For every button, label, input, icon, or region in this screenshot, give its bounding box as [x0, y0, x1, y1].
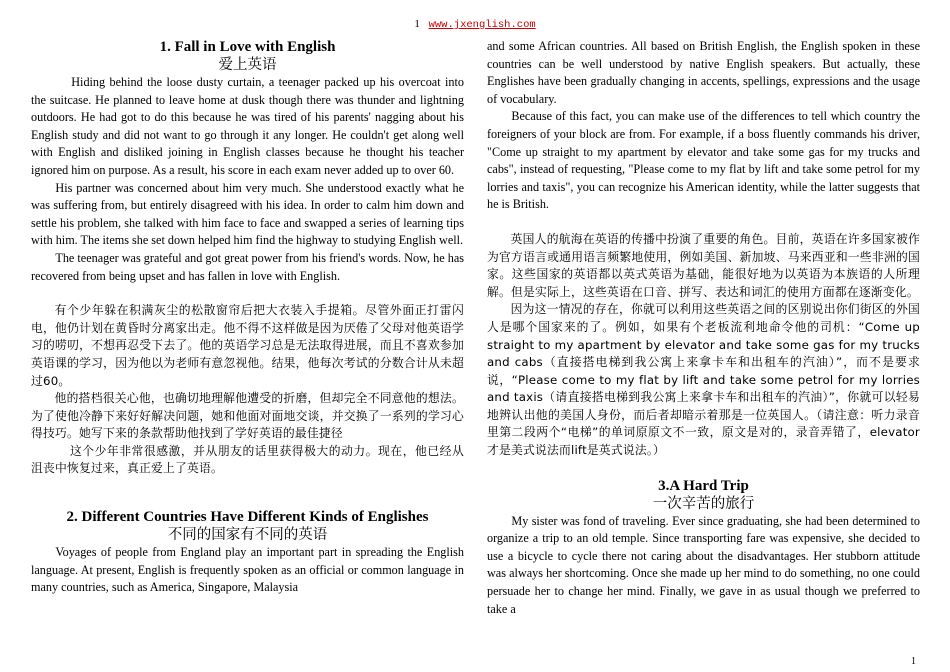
article2-title-cn: 不同的国家有不同的英语: [167, 527, 328, 544]
article1-cn-paragraph-3: 这个少年非常很感激，并从朋友的话里获得极大的动力。现在，他已经从沮丧中恢复过来，真正爱上了英语。: [31, 443, 464, 476]
page-header: [0, 18, 950, 31]
article1-paragraph-1: Hiding behind the loose dusty curtain, a teenager packed up his overcoat into the suitcase. He planned to leave home at dusk though there was thunder and lightning outdoors. He had got to do this because he was tired of his parents' nagging about his English study and did not want to go through it any longer. He couldn't get along well with English and disliked joining in English classes because he thought his teacher ignored him on purpose. As a result, his score in each exam never added up to over 60.: [31, 75, 464, 177]
article1-paragraph-2: His partner was concerned about him very much. She understood exactly what he was suffering from, but entirely disagreed with his idea. In order to calm him down and settle his problem, she talked with him face to face and swapped a series of learning tips with him. The items she set down helped him find the highway to studying English well.: [31, 180, 464, 248]
article3-paragraph-1: My sister was fond of traveling. Ever since graduating, she had been determined to organize a trip to an old temple. Since transporting fare was expensive, she decided to use a bicycle to cycle there not caring about the disadvantages. Her stubborn attitude was always her shortcoming. Once she made up her mind to do something, no one could persuade her to change her mind. Finally, we gave in as usual though we preferred to take a: [487, 513, 920, 616]
article3-title: 3.A Hard Trip: [658, 477, 749, 494]
page-number: 1: [911, 656, 916, 667]
article2-paragraph-1b: and some African countries. All based on British English, the English spoken in these countries can be well understood by native English speakers. But actually, these Englishes have been gradually changing in accents, spellings, expressions and the usage of vocabulary.: [487, 39, 920, 106]
article1-title: 1. Fall in Love with English: [159, 39, 336, 55]
site-link[interactable]: www.jxenglish.com: [428, 19, 536, 31]
right-column: [487, 38, 920, 618]
article3-title-cn: 一次辛苦的旅行: [652, 495, 755, 512]
article2-paragraph-2: Because of this fact, you can make use of the differences to tell which country the foreigners of your block are from. For example, if a boss fluently commands his driver, "Come up straight to my apartment by elevator and take some gas for my trucks and cabs", instead of requesting, "Please come to my flat by lift and take some petrol for my lorries and taxis", you can recognize his American identity, while the latter suggests that he is British.: [487, 109, 920, 212]
article2-cn-paragraph-1: 英国人的航海在英语的传播中扮演了重要的角色。目前，英语在许多国家被作为官方语言或通用语言频繁地使用，例如美国、新加坡、马来西亚和一些非洲的国家。这些国家的英语都以英式英语为基础，能很好地为以英语为本族语的人所理解。但是实际上，这些英语在口音、拼写、表达和词汇的使用方面都在逐渐变化。: [487, 231, 920, 299]
left-column: [31, 38, 464, 597]
article1-cn-paragraph-2: 他的搭档很关心他，也确切地理解他遭受的折磨，但却完全不同意他的想法。为了使他冷静下来好好解决问题，她和他面对面地交谈，并交换了一系列的学习心得技巧。她写下来的条款帮助他找到了学好英语的最佳捷径: [31, 391, 464, 441]
header-page-label: 1: [414, 18, 420, 30]
article1-paragraph-3: The teenager was grateful and got great power from his friend's words. Now, he has recovered from being upset and has fallen in love with English.: [31, 250, 464, 283]
article2-cn-paragraph-2: 因为这一情况的存在，你就可以利用这些英语之间的区别说出你们街区的外国人是哪个国家来的了。例如，如果有个老板流利地命令他的司机：“Come up straight to my apartment by elevator and take some gas for my trucks and cabs（直接搭电梯到我公寓上来拿卡车和出租车的汽油）”，而不是要求说，“Please come to my flat by lift and take some petrol for my lorries and taxis（请直接搭电梯到我公寓上来拿卡车和出租车的汽油）”，你就可以轻易地辨认出他的美国人身份，而后者却暗示着那是一位英国人。（请注意：听力录音里第二段两个“电梯”的单词原原文不一致，原文是对的，录音弄错了，elevator才是美式说法而lift是英式说法。）: [487, 302, 920, 458]
article2-paragraph-1a: Voyages of people from England play an important part in spreading the English language. At present, English is frequently spoken as an official or common language in many countries, such as America, Singapore, Malaysia: [31, 545, 464, 595]
article1-title-cn: 爱上英语: [218, 57, 277, 73]
article1-cn-paragraph-1: 有个少年躲在积满灰尘的松散窗帘后把大衣装入手提箱。尽管外面正打雷闪电，他仍计划在黄昏时分离家出走。他不得不这样做是因为厌倦了父母对他英语学习的唠叨，不想再忍受下去了。他的英语学习总是无法取得进展，而且不喜欢参加英语课的学习，因为他以为老师有意忽视他。结果，他每次考试的分数合计从未超过60。: [31, 303, 464, 388]
article2-title: 2. Different Countries Have Different Kinds of Englishes: [66, 509, 429, 526]
